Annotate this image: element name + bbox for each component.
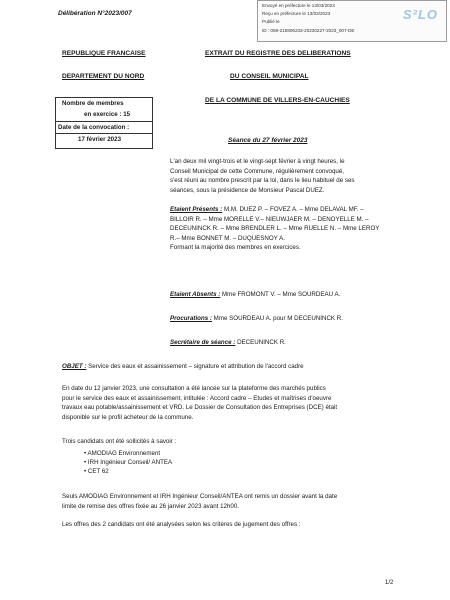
stamp-line: Publié le: [262, 19, 280, 24]
stamp-line: Envoyé en préfecture le 13/03/2023: [262, 3, 335, 8]
conseil-title: DU CONSEIL MUNICIPAL: [230, 73, 309, 80]
list-item: • CET 62: [84, 468, 109, 475]
secretaire-label: Secrétaire de séance :: [170, 339, 236, 346]
stamp-line: Reçu en préfecture le 13/03/2023: [262, 11, 331, 16]
procurations-section: [170, 314, 430, 324]
commune-title: DE LA COMMUNE DE VILLERS-EN-CAUCHIES: [205, 97, 350, 104]
deliberation-number: Délibération N°2023/007: [58, 10, 132, 17]
presents-line: Formant la majorité des membres en exercices.: [170, 244, 301, 251]
body-line: En date du 12 janvier 2023, une consultation a été lancée sur la plateforme des marchés publics: [62, 385, 326, 392]
presents-label: Etaient Présents :: [170, 206, 223, 213]
intro-line: Conseil Municipal de cette Commune, régulièrement convoqué,: [170, 167, 345, 175]
presents-line: BILLOIR R. – Mme MORELLE V.– NIEUWJAER M. – DENOYELLE M. –: [170, 215, 369, 223]
s2lo-logo: S²LO: [402, 7, 438, 22]
stamp-line: ID : 059-215906233-20230227-2023_007-DE: [262, 28, 355, 33]
intro-line: L'an deux mil vingt-trois et le vingt-sept février à vingt heures, le: [170, 158, 345, 165]
presents-line: M.M. DUEZ P. – FOVEZ A. – Mme DELAVAL MF. –: [222, 206, 364, 213]
intro-line: s'est réuni au nombre prescrit par la loi, dans le lieu habituel de ses: [170, 177, 355, 184]
presents-line: R.– Mme BONNET M. – DUQUESNOY A.: [170, 234, 285, 242]
intro-paragraph: [170, 157, 430, 195]
page-number: 1/2: [385, 580, 394, 586]
presents-line: DECEUNINCK R. – Mme BRENDLER L. – Mme RUELLE N. – Mme LEROY: [170, 225, 380, 232]
republique-label: REPUBLIQUE FRANCAISE: [62, 50, 146, 57]
membres-value: en exercice : 15: [84, 111, 131, 118]
remise-paragraph: [62, 492, 437, 511]
secretaire-section: [170, 338, 430, 348]
procurations-text: Mme SOURDEAU A. pour M DECEUNINCK R.: [211, 315, 343, 322]
body-line: limite de remise des offres fixée au 26 janvier 2023 avant 12h00.: [62, 502, 240, 510]
body-line: pour le service des eaux et assainissement, intitulée : Accord cadre – Etudes et maîtrises d'oeuvre: [62, 394, 332, 402]
presents-section: [170, 205, 430, 253]
box-divider: [56, 133, 152, 134]
procurations-label: Procurations :: [170, 315, 212, 322]
body-line: travaux eau potable/assainissement et VRD. Le Dossier de Consultation des Entreprises (DCE) était: [62, 404, 338, 411]
membres-box: [55, 97, 153, 149]
absents-text: Mme FROMONT V. – Mme SOURDEAU A.: [220, 291, 341, 298]
absents-label: Etaient Absents :: [170, 291, 221, 298]
list-item: • IRH Ingénieur Conseil/ ANTEA: [84, 459, 173, 466]
seance-date: Séance du 27 février 2023: [228, 137, 308, 144]
departement-label: DEPARTEMENT DU NORD: [62, 73, 145, 80]
membres-label: Nombre de membres: [62, 100, 124, 107]
convocation-label: Date de la convocation :: [58, 124, 130, 131]
candidats-intro: Trois candidats ont été sollicités à savoir :: [62, 438, 177, 445]
absents-section: [170, 290, 430, 300]
list-item: • AMODIAG Environnement: [84, 450, 161, 457]
body-line: disponible sur le profil acheteur de la commune.: [62, 413, 194, 421]
convocation-value: 17 février 2023: [78, 136, 122, 143]
analyse-line: Les offres des 2 candidats ont été analysées selon les critères de jugement des offres :: [62, 521, 301, 528]
box-divider: [56, 121, 152, 122]
consultation-paragraph: [62, 384, 437, 422]
intro-line: séances, sous la présidence de Monsieur Pascal DUEZ.: [170, 186, 325, 194]
objet-text: Service des eaux et assainissement – signature et attribution de l'accord cadre: [86, 363, 304, 370]
objet-section: [62, 362, 432, 372]
objet-label: OBJET :: [62, 363, 87, 370]
body-line: Seuls AMODIAG Environnement et IRH Ingénieur Conseil/ANTEA ont remis un dossier avant la date: [62, 493, 338, 500]
registre-title: EXTRAIT DU REGISTRE DES DELIBERATIONS: [205, 50, 351, 57]
prefecture-stamp: [257, 0, 447, 42]
secretaire-text: DECEUNINCK R.: [235, 339, 286, 346]
candidats-list: [84, 449, 172, 476]
